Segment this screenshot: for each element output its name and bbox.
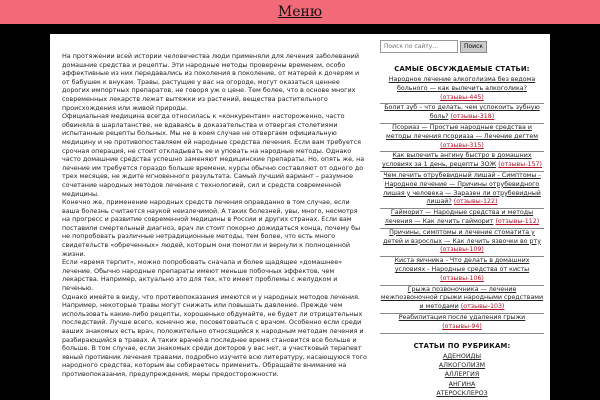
sidebar	[380, 40, 544, 399]
menu-link[interactable]: Меню	[277, 4, 323, 20]
category-link[interactable]: АНГИНА	[448, 380, 476, 388]
discussed-item	[380, 229, 544, 257]
category-item	[380, 389, 544, 398]
article-content	[62, 52, 367, 379]
discussed-item	[380, 209, 544, 229]
discussed-item	[380, 257, 544, 285]
category-item	[380, 352, 544, 361]
review-count-link[interactable]: (отзывы-103)	[460, 303, 505, 311]
review-count-link[interactable]: (отзывы-94)	[442, 322, 482, 330]
article-paragraph: Однако имейте в виду, что противопоказания имеются и у народных методов лечения. Например, некоторые травы могут снижать или повышать давление. Прежде чем использовать какие-либо рецепты, хорошенько обдумайте, не будет ли отрицательных последствий. Лучше всего, конечно же, посоветоваться с врачом. Особенно если среди ваших знакомых есть врач, положительно относящийся к народным методам лечения и разбирающийся в травах. А таких врачей в последнее время становится все больше и больше. В том случае, если знакомых среди докторов у вас нет, а участковый терапевт явный противник лечения травами, подробно изучите всю литературу, касающуюся того народного средства, которым вы собираетесь применить. Обращайте внимание на противопоказания, предупреждения, меры предосторожности.	[62, 292, 367, 378]
discussed-article-link[interactable]: Как вылечить ангину быстро в домашних условиях за 1 день, рецепты ЗОЖ	[382, 152, 532, 169]
discussed-item	[380, 314, 544, 334]
search-form	[380, 40, 544, 53]
discussed-item	[380, 286, 544, 314]
category-item	[380, 380, 544, 389]
discussed-article-link[interactable]: Болит зуб – что делать, чем успокоить зубную боль?	[384, 104, 540, 121]
discussed-article-link[interactable]: Народное лечение алкоголизма без ведома больного — как вылечить алкоголика?	[388, 76, 536, 92]
discussed-article-link[interactable]: Гайморит — Народные средства и методы лечения — Как лечить гайморит	[384, 209, 534, 225]
category-link[interactable]: АТЕРОСКЛЕРОЗ	[436, 390, 488, 398]
review-count-link[interactable]: (отзывы-109)	[440, 246, 484, 254]
review-count-link[interactable]: (отзывы-112)	[495, 217, 540, 225]
discussed-heading: САМЫЕ ОБСУЖДАЕМЫЕ СТАТЬИ:	[394, 65, 530, 73]
category-item	[380, 370, 544, 379]
discussed-article-link[interactable]: Чем лечить отрубевидный лишай - Симптомы - Народное лечение — Причины отрубевидного лишая у человека — Заразен ли отрубевидный лишай?	[383, 171, 541, 206]
search-input[interactable]	[380, 40, 458, 53]
category-link[interactable]: АЛЛЕРГИЯ	[444, 371, 480, 379]
top-menu-bar	[0, 0, 600, 24]
discussed-article-link[interactable]: Реабилитация после удаления грыжи	[398, 313, 526, 321]
category-link[interactable]: АЛКОГОЛИЗМ	[438, 361, 486, 369]
category-link[interactable]: АДЕНОИДЫ	[442, 352, 482, 360]
review-count-link[interactable]: (отзывы-106)	[440, 274, 484, 282]
discussed-item	[380, 76, 544, 104]
discussed-article-link[interactable]: Причины, симптомы и лечение стоматита у детей и взрослых — Как лечить язвочки во рту	[383, 228, 541, 245]
discussed-article-link[interactable]: Киста яичника - Что делать в домашних условиях - Народные средства от кисты	[394, 257, 530, 273]
discussed-item	[380, 172, 544, 209]
search-button[interactable]: Поиск	[460, 41, 487, 53]
page-container	[50, 34, 550, 400]
article-paragraph: Официальная медицина всегда относилась к «конкурентам» настороженно, часто обвиняла в шарлатанстве, не вдаваясь в доказательства и отвергая столетиями испытанные рецепты больных. Мы не в коем случае не отвергаем официальную медицину и не противопоставляем ей народные средства лечения. Если вам требуется срочная операция, не стоит откладывать ее и уповать на народные методы. Однако часто домашние средства успешно заменяют медицинские препараты. Но, опять же, на лечение им требуется гораздо больше времени, курсы обычно составляют от одного до трех месяцев, не ждите мгновенного результата. Самый лучший вариант – разумное сочетание народных методов лечения с технологией, сил и средств современной медицины.	[62, 112, 365, 198]
discussed-item	[380, 152, 544, 172]
review-count-link[interactable]: (отзывы-315)	[440, 141, 484, 149]
discussed-article-link[interactable]: Псориаз — Простые народные средства и методы лечения псориаза — Лечение дегтем	[386, 123, 538, 140]
discussed-item	[380, 104, 544, 124]
review-count-link[interactable]: (отзывы-122)	[453, 198, 498, 206]
review-count-link[interactable]: (отзывы-318)	[450, 113, 495, 121]
discussed-list	[380, 76, 544, 334]
article-paragraph: Конечно же, применение народных средств лечения оправданно в том случае, если ваша болезнь считается наукой неизлечимой. А таких болезней, увы, много, несмотря на прогресс и развитие современной медицины в России и других странах. Если вам поставили смертельный диагноз, врач ли стоит покорно дожидаться конца, почему бы не попробовать различные нетрадиционные методы, тем более, что есть много свидетельств «обреченных» людей, которым они помогли и вернули к полноценной жизни.	[62, 198, 361, 258]
discussed-article-link[interactable]: Грыжа позвоночника — лечение межпозвоночной грыжи народными средствами и методами	[380, 285, 544, 311]
discussed-item	[380, 124, 544, 152]
article-paragraph: На протяжении всей истории человечества люди применяли для лечения заболеваний домашние средства и рецепты. Эти народные методы проверены временем, особо эффективные из них передавались из поколения в поколение, от матерей к дочерям и от бабушек к внукам. Травы, растущие у вас на огороде, могут оказаться ценнее дорогих импортных препаратов, не говоря уж о цене. Тем более, что в основе многих современных лекарств лежат вытяжки из растений, вещества растительного происхождения или живой природы.	[62, 52, 360, 112]
review-count-link[interactable]: (отзывы-157)	[498, 161, 542, 169]
category-item	[380, 361, 544, 370]
review-count-link[interactable]: (отзывы-445)	[440, 93, 484, 101]
article-paragraph: Если «время терпит», можно попробовать сначала и более щадящее «домашнее» лечение. Обычно народные препараты имеют меньше побочных эффектов, чем лекарства. Например, актуально это для тех, кто имеет проблемы с желудком и печенью.	[62, 258, 343, 293]
categories-list	[380, 352, 544, 399]
categories-heading: СТАТЬИ ПО РУБРИКАМ:	[413, 341, 511, 350]
